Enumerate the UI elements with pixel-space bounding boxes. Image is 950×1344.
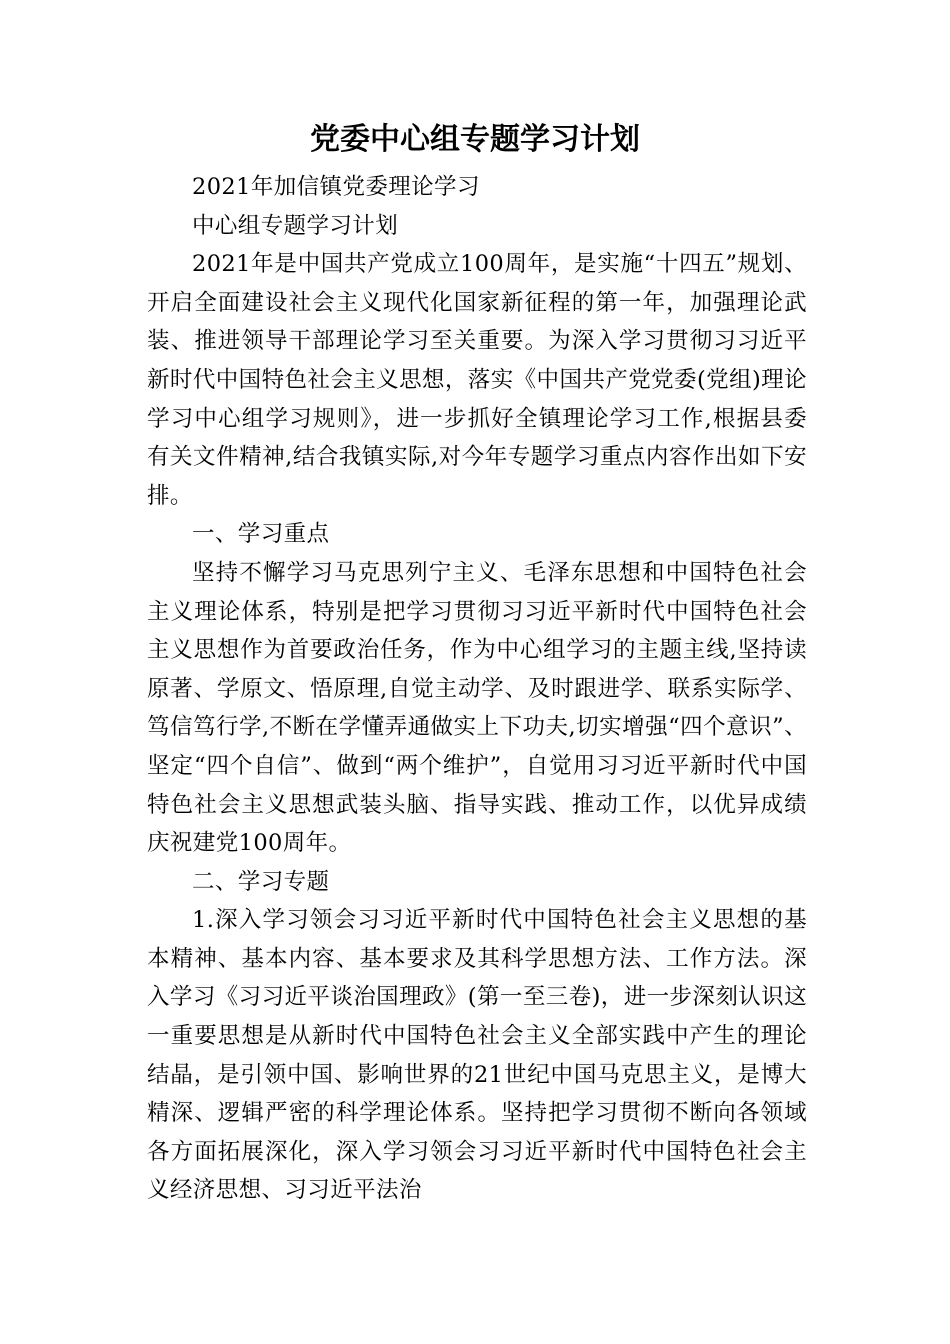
section-2-heading: 二、学习专题 <box>192 868 330 895</box>
section-1-paragraph: 坚持不懈学习马克思列宁主义、毛泽东思想和中国特色社会主义理论体系，特别是把学习贯彻习习近平新时代中国特色社会主义思想作为首要政治任务，作为中心组学习的主题主线,坚持读原著、学原文、悟原理,自觉主动学、及时跟进学、联系实际学、笃信笃行学,不断在学懂弄通做实上下功夫,切实增强“四个意识”、坚定“四个自信”、做到“两个维护”，自觉用习习近平新时代中国特色社会主义思想武装头脑、指导实践、推动工作，以优异成绩庆祝建党100周年。 <box>147 559 807 857</box>
document-title: 党委中心组专题学习计划 <box>310 122 640 157</box>
subtitle-line-2: 中心组专题学习计划 <box>192 212 399 239</box>
section-1-heading: 一、学习重点 <box>192 521 330 548</box>
section-2-item-1: 1.深入学习领会习习近平新时代中国特色社会主义思想的基本精神、基本内容、基本要求及其科学思想方法、工作方法。深入学习《习习近平谈治国理政》(第一至三卷)，进一步深刻认识这一重要思想是从新时代中国特色社会主义全部实践中产生的理论结晶，是引领中国、影响世界的21世纪中国马克思主义，是博大精深、逻辑严密的科学理论体系。坚持把学习贯彻不断向各领域各方面拓展深化，深入学习领会习习近平新时代中国特色社会主义经济思想、习习近平法治 <box>147 907 807 1204</box>
subtitle-line-1: 2021年加信镇党委理论学习 <box>192 174 480 200</box>
intro-paragraph: 2021年是中国共产党成立100周年，是实施“十四五”规划、开启全面建设社会主义现代化国家新征程的第一年，加强理论武装、推进领导干部理论学习至关重要。为深入学习贯彻习习近平新时代中国特色社会主义思想，落实《中国共产党党委(党组)理论学习中心组学习规则》，进一步抓好全镇理论学习工作,根据县委有关文件精神,结合我镇实际,对今年专题学习重点内容作出如下安排。 <box>147 251 807 509</box>
document-body <box>147 168 807 1210</box>
